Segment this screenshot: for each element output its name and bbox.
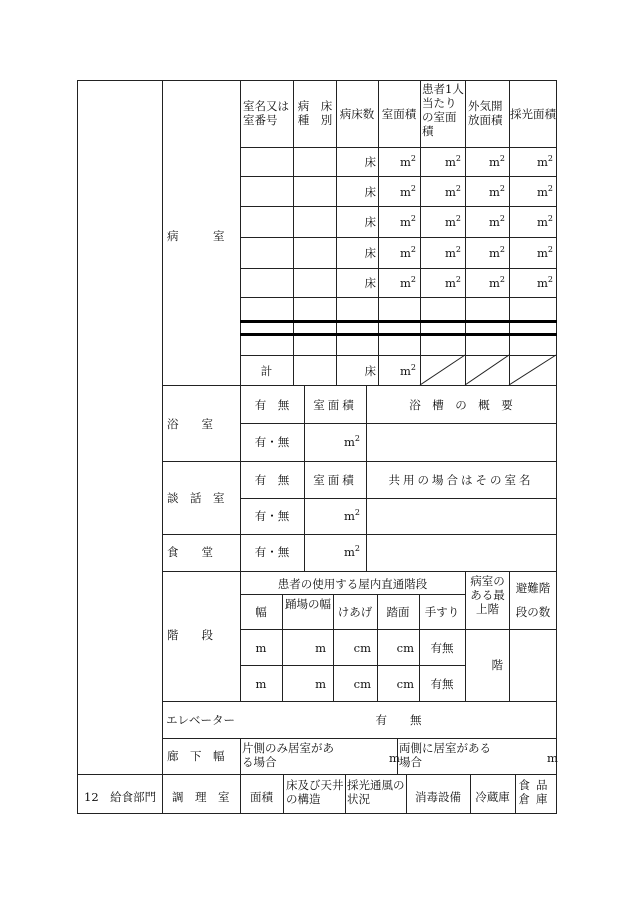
area-unit: $m^2$ xyxy=(445,154,461,169)
stairs-handrail-value: 有無 xyxy=(430,641,454,655)
stairs-unit-m: m xyxy=(255,677,267,691)
ward-col-line xyxy=(240,80,241,385)
area-unit: $m^2$ xyxy=(445,214,461,229)
stairs-col-landing: 踊場の幅 xyxy=(285,597,331,611)
area-unit: $m^2$ xyxy=(400,275,416,290)
area-unit: $m^2$ xyxy=(400,245,416,260)
ward-section-label: 病 室 xyxy=(167,229,225,243)
diagonal-strikes xyxy=(420,355,557,385)
area-unit: $m^2$ xyxy=(537,184,553,199)
lounge-label: 談 話 室 xyxy=(167,491,225,505)
bath-presence-value: 有・無 xyxy=(254,435,290,449)
total-area-unit: $m^2$ xyxy=(400,363,416,378)
frame-left-line xyxy=(77,80,78,814)
ward-row-line xyxy=(240,297,557,298)
kitchen-col-line xyxy=(283,774,284,814)
stairs-unit-cm: cm xyxy=(353,677,371,691)
ward-col-line xyxy=(293,80,294,385)
header-light-area: 採光面積 xyxy=(510,107,556,121)
ward-row-line xyxy=(240,147,557,148)
kitchen-col-area: 面積 xyxy=(250,790,273,804)
lounge-col-shared: 共用の場合はその室名 xyxy=(388,473,534,487)
kitchen-label: 調 理 室 xyxy=(172,790,230,804)
dining-area-unit: $m^2$ xyxy=(344,544,360,559)
bath-area-unit: $m^2$ xyxy=(344,434,360,449)
area-unit: $m^2$ xyxy=(489,214,505,229)
stairs-col-top-floor: 病室のある最上階 xyxy=(470,574,505,616)
area-unit: $m^2$ xyxy=(537,275,553,290)
frame-bottom-line xyxy=(77,813,557,814)
kitchen-col-lighting: 採光通風の状況 xyxy=(347,778,405,806)
stairs-unit-m: m xyxy=(315,677,326,691)
dining-bottom-line xyxy=(162,571,557,572)
bath-mid-line xyxy=(240,423,557,424)
stairs-col-line xyxy=(509,571,510,701)
bath-col-presence: 有 無 xyxy=(254,398,290,412)
lounge-mid-line xyxy=(240,498,557,499)
corridor-both-sides: 両側に居室がある場合 xyxy=(399,741,491,769)
bed-unit: 床 xyxy=(364,246,376,260)
stairs-label: 階 段 xyxy=(167,628,213,642)
area-unit: $m^2$ xyxy=(489,184,505,199)
area-unit: $m^2$ xyxy=(445,245,461,260)
area-unit: $m^2$ xyxy=(489,245,505,260)
bath-col-area: 室面積 xyxy=(313,398,357,412)
stairs-row-line xyxy=(240,594,465,595)
frame-top-line xyxy=(77,80,557,81)
ward-row-line xyxy=(240,268,557,269)
lounge-col-area: 室面積 xyxy=(313,473,357,487)
stairs-col-tread: 踏面 xyxy=(386,605,410,619)
ward-col-line xyxy=(420,80,421,385)
lounge-area-unit: $m^2$ xyxy=(344,508,360,523)
lounge-col-presence: 有 無 xyxy=(254,473,290,487)
stairs-col-riser: けあげ xyxy=(337,605,373,619)
ward-col-line xyxy=(336,80,337,385)
stairs-unit-cm: cm xyxy=(396,641,414,655)
corridor-bottom-line xyxy=(77,774,557,775)
header-room: 室名又は室番号 xyxy=(243,99,289,127)
ward-row-line xyxy=(240,206,557,207)
corridor-unit: m xyxy=(389,751,400,765)
ward-row-line xyxy=(240,176,557,177)
kitchen-col-disinfect: 消毒設備 xyxy=(415,790,461,804)
dining-presence-value: 有・無 xyxy=(254,545,290,559)
ward-col-line xyxy=(509,80,510,385)
lounge-bottom-line xyxy=(162,534,557,535)
corridor-one-side: 片側のみ居室がある場合 xyxy=(242,741,334,769)
stairs-handrail-value: 有無 xyxy=(430,677,454,691)
kitchen-col-fridge: 冷蔵庫 xyxy=(475,790,510,804)
area-unit: $m^2$ xyxy=(400,214,416,229)
total-label: 計 xyxy=(260,364,273,378)
elevator-label: エレベーター xyxy=(166,713,235,727)
area-unit: $m^2$ xyxy=(445,275,461,290)
kitchen-section-no: 12 給食部門 xyxy=(84,790,157,804)
header-per-patient: 患者1人当たりの室面積 xyxy=(422,82,464,138)
area-unit: $m^2$ xyxy=(445,184,461,199)
stairs-unit-m: m xyxy=(315,641,326,655)
kitchen-col-line xyxy=(515,774,516,814)
total-bed-unit: 床 xyxy=(364,364,376,378)
area-unit: $m^2$ xyxy=(537,245,553,260)
frame-divider-line xyxy=(162,80,163,814)
break-line xyxy=(240,320,557,323)
stairs-unit-cm: cm xyxy=(396,677,414,691)
stairs-row-line xyxy=(240,665,465,666)
header-bed-type: 病 床種 別 xyxy=(297,99,333,127)
area-unit: $m^2$ xyxy=(400,184,416,199)
kitchen-col-storage: 食品倉庫 xyxy=(518,778,554,806)
bath-col-overview: 浴 槽 の 概 要 xyxy=(409,398,513,412)
frame-right-line xyxy=(556,80,557,814)
header-bed-count: 病床数 xyxy=(339,107,375,121)
break-line xyxy=(240,333,557,336)
ward-bottom-line xyxy=(162,385,557,386)
area-unit: $m^2$ xyxy=(537,154,553,169)
bed-unit: 床 xyxy=(364,215,376,229)
area-unit: $m^2$ xyxy=(400,154,416,169)
header-room-area: 室面積 xyxy=(381,107,417,121)
stairs-bottom-line xyxy=(162,701,557,702)
header-window-open: 外気開放面積 xyxy=(468,99,503,127)
bed-unit: 床 xyxy=(364,276,376,290)
stairs-col-evac: 避難階段の数 xyxy=(515,581,551,619)
lounge-presence-value: 有・無 xyxy=(254,509,290,523)
elevator-bottom-line xyxy=(162,738,557,739)
kitchen-col-structure: 床及び天井の構造 xyxy=(286,778,344,806)
ward-col-line xyxy=(378,80,379,385)
kitchen-col-line xyxy=(345,774,346,814)
corridor-unit: m xyxy=(547,751,558,765)
bed-unit: 床 xyxy=(364,185,376,199)
area-unit: $m^2$ xyxy=(489,154,505,169)
stairs-unit-m: m xyxy=(255,641,267,655)
elevator-value: 有 無 xyxy=(375,713,422,727)
bed-unit: 床 xyxy=(364,155,376,169)
stairs-unit-cm: cm xyxy=(353,641,371,655)
bath-label: 浴 室 xyxy=(167,417,213,431)
corridor-label: 廊 下 幅 xyxy=(167,749,225,763)
bath-bottom-line xyxy=(162,461,557,462)
ward-row-line xyxy=(240,237,557,238)
stairs-col-handrail: 手すり xyxy=(424,605,460,619)
dining-label: 食 堂 xyxy=(167,545,213,559)
stairs-group-header: 患者の使用する屋内直通階段 xyxy=(277,577,428,591)
area-unit: $m^2$ xyxy=(489,275,505,290)
stairs-col-width: 幅 xyxy=(255,605,267,619)
stairs-floor-unit: 階 xyxy=(491,658,503,672)
area-unit: $m^2$ xyxy=(537,214,553,229)
